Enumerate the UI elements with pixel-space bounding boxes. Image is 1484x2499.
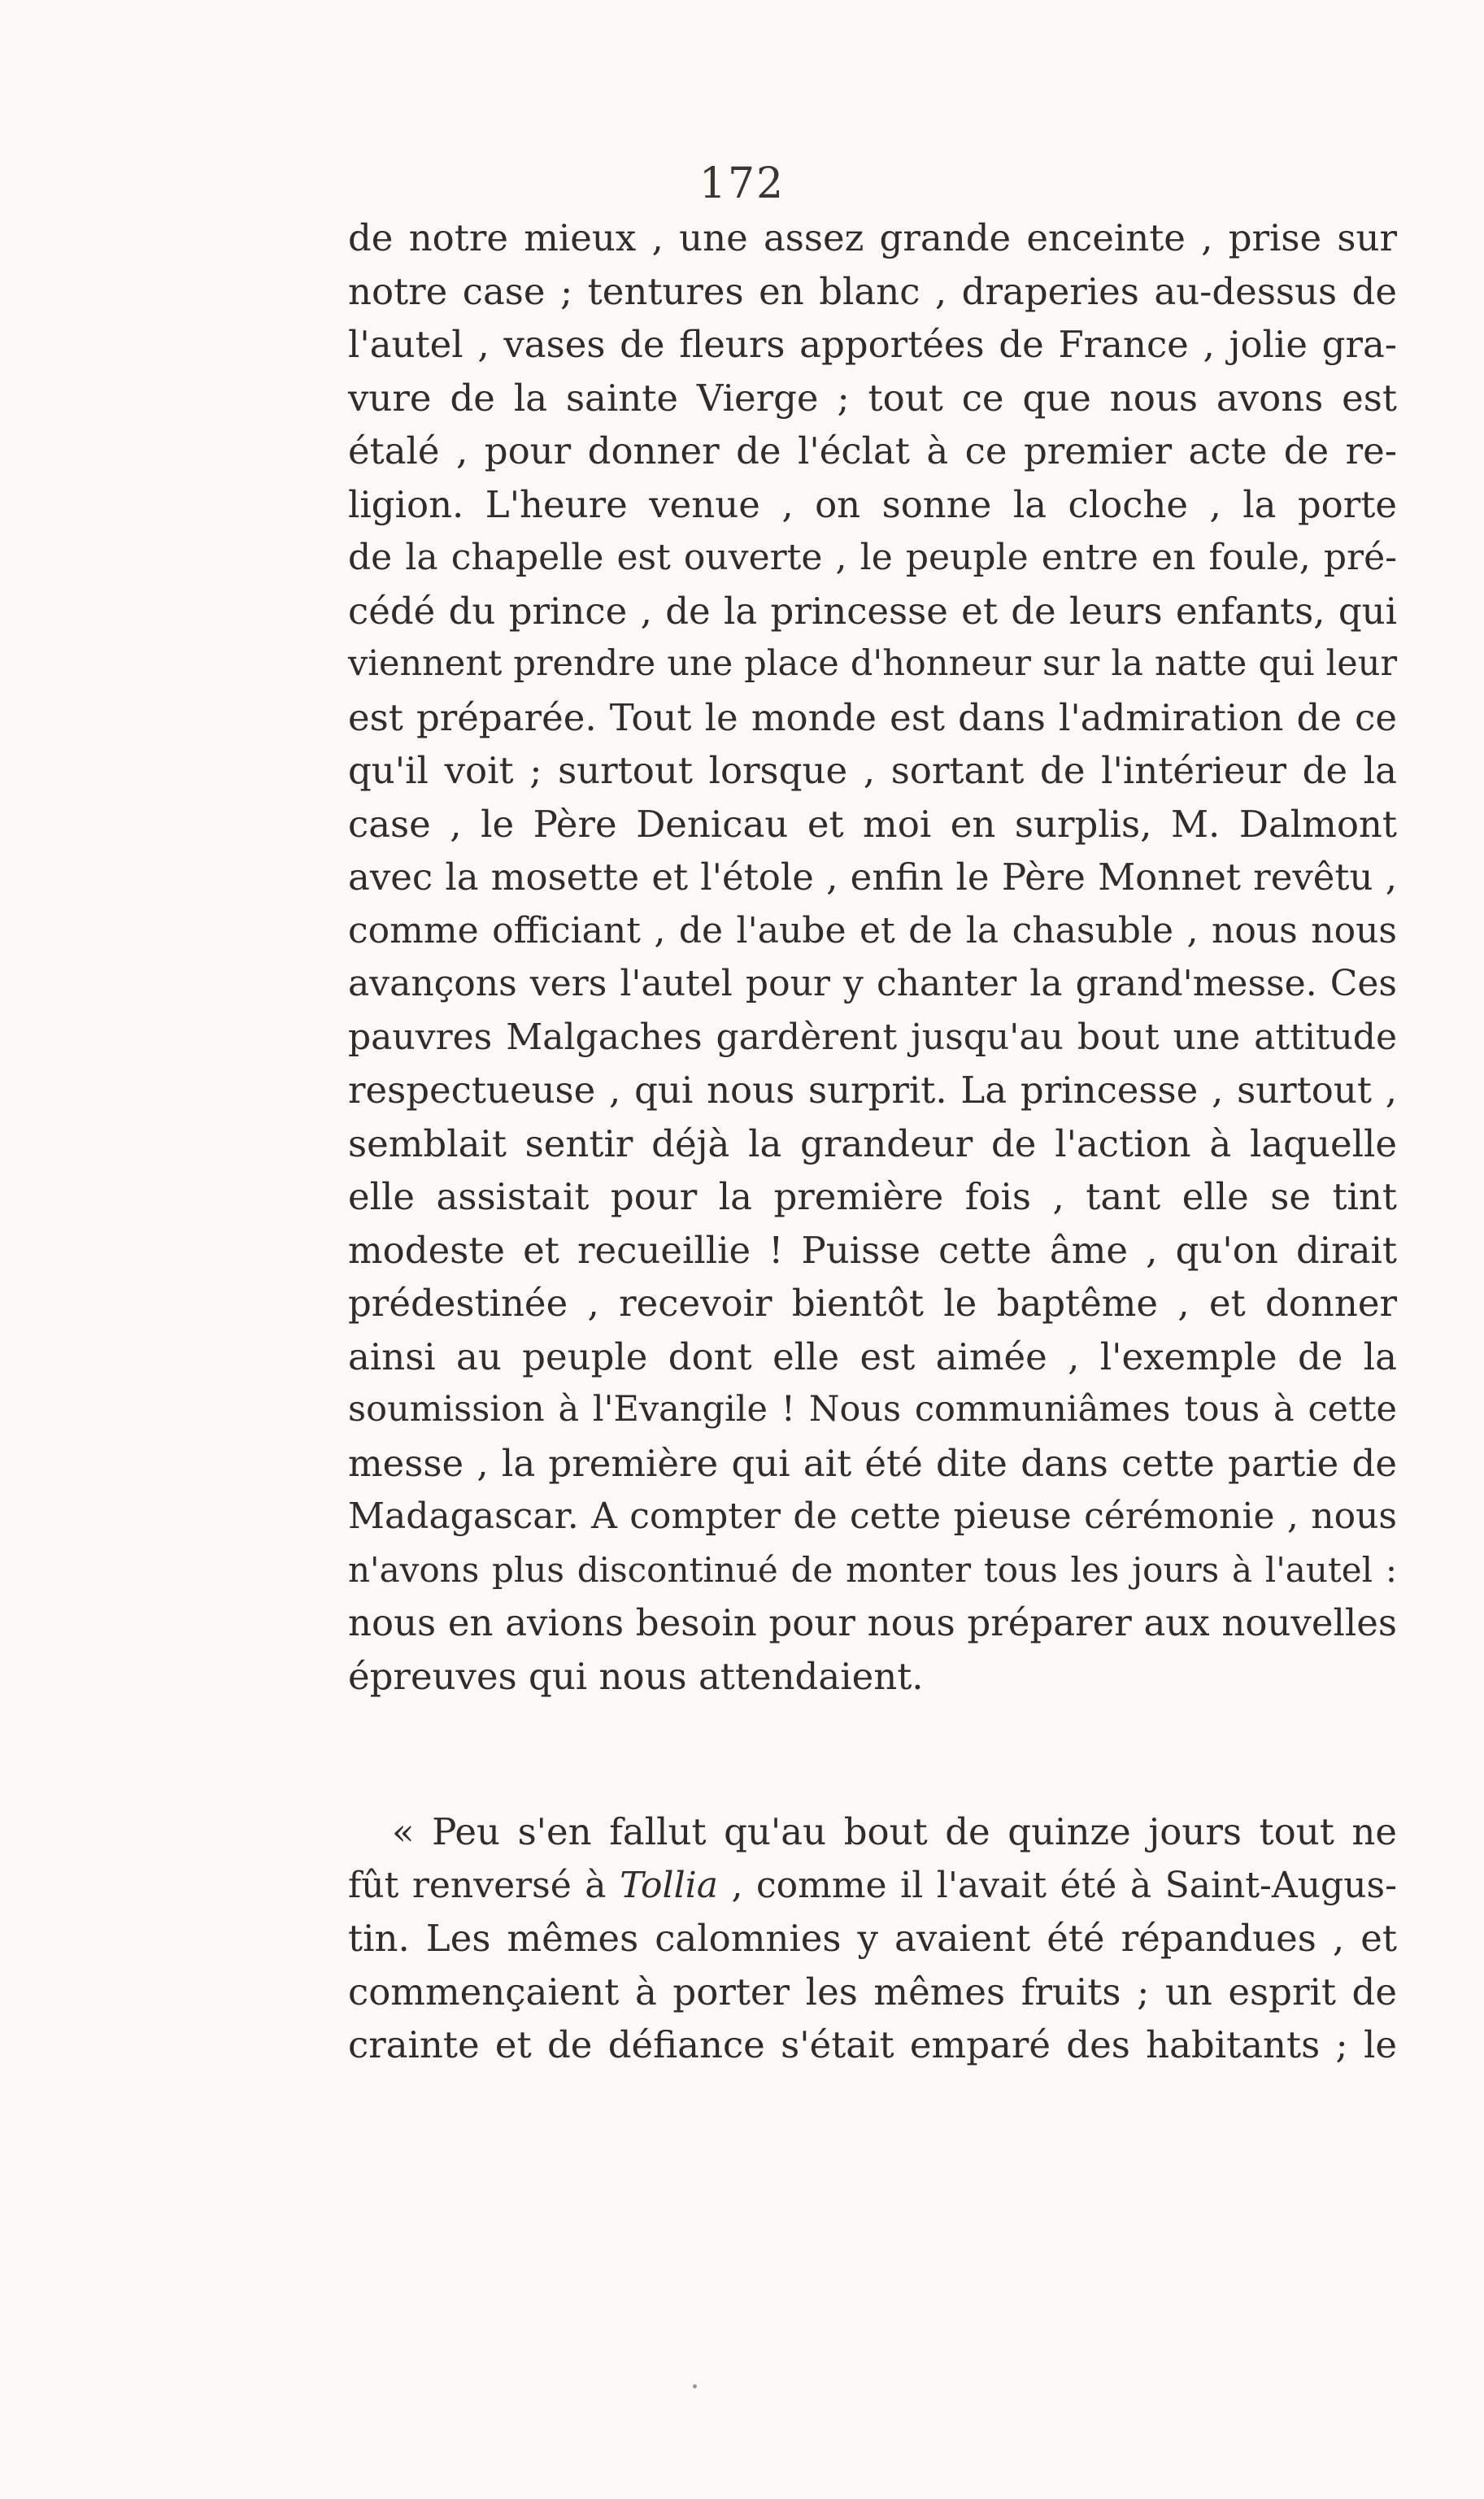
text-line: semblait sentir déjà la grandeur de l'action à laquelle bbox=[348, 1121, 1397, 1165]
ink-speck bbox=[693, 2384, 697, 2388]
text-line: qu'il voit ; surtout lorsque , sortant de l'intérieur de la bbox=[348, 749, 1397, 792]
text-line: l'autel , vases de fleurs apportées de France , jolie gra- bbox=[348, 323, 1397, 366]
text-line: tin. Les mêmes calomnies y avaient été répandues , et bbox=[348, 1917, 1397, 1960]
paragraph-1 bbox=[348, 211, 1397, 1703]
paragraph-2 bbox=[348, 1805, 1397, 2072]
text-line: commençaient à porter les mêmes fruits ; un esprit de bbox=[348, 1970, 1397, 2014]
text-line: ligion. L'heure venue , on sonne la cloche , la porte bbox=[348, 482, 1397, 526]
text-line: modeste et recueillie ! Puisse cette âme , qu'on dirait bbox=[348, 1228, 1397, 1272]
text-line: n'avons plus discontinué de monter tous les jours à l'autel : bbox=[348, 1549, 1397, 1590]
text-line: notre case ; tentures en blanc , draperies au-dessus de bbox=[348, 269, 1397, 313]
text-line: ainsi au peuple dont elle est aimée , l'exemple de la bbox=[348, 1334, 1397, 1378]
text-line: de notre mieux , une assez grande enceinte , prise sur bbox=[348, 216, 1397, 259]
text-line: respectueuse , qui nous surprit. La princesse , surtout , bbox=[348, 1069, 1397, 1112]
text-line: étalé , pour donner de l'éclat à ce premier acte de re- bbox=[348, 429, 1397, 472]
text-line: vure de la sainte Vierge ; tout ce que nous avons est bbox=[348, 376, 1397, 420]
text-segment: fût renversé à bbox=[348, 1864, 620, 1906]
text-line: « Peu s'en fallut qu'au bout de quinze jours tout ne bbox=[392, 1810, 1397, 1853]
text-segment: , comme il l'avait été à Saint-Augus- bbox=[717, 1864, 1397, 1906]
text-line: nous en avions besoin pour nous préparer aux nouvelles bbox=[348, 1601, 1397, 1644]
text-line: case , le Père Denicau et moi en surplis, M. Dalmont bbox=[348, 802, 1397, 846]
place-name-italic: Tollia bbox=[620, 1864, 718, 1906]
text-line: viennent prendre une place d'honneur sur la natte qui leur bbox=[348, 643, 1397, 684]
text-line bbox=[348, 1859, 1397, 1913]
text-line: de la chapelle est ouverte , le peuple entre en foule, pré- bbox=[348, 537, 1397, 578]
text-line: elle assistait pour la première fois , tant elle se tint bbox=[348, 1175, 1397, 1218]
text-line: soumission à l'Evangile ! Nous communiâmes tous à cette bbox=[348, 1389, 1397, 1430]
text-line: avançons vers l'autel pour y chanter la grand'messe. Ces bbox=[348, 963, 1397, 1004]
text-line: comme officiant , de l'aube et de la chasuble , nous nous bbox=[348, 909, 1397, 951]
text-line: cédé du prince , de la princesse et de leurs enfants, qui bbox=[348, 589, 1397, 633]
text-line: Madagascar. A compter de cette pieuse cérémonie , nous bbox=[348, 1495, 1397, 1537]
text-line: pauvres Malgaches gardèrent jusqu'au bout une attitude bbox=[348, 1016, 1397, 1058]
text-line: messe , la première qui ait été dite dans cette partie de bbox=[348, 1441, 1397, 1485]
text-line: est préparée. Tout le monde est dans l'admiration de ce bbox=[348, 695, 1397, 739]
text-line: prédestinée , recevoir bientôt le baptême , et donner bbox=[348, 1282, 1397, 1325]
text-line: avec la mosette et l'étole , enfin le Père Monnet revêtu , bbox=[348, 855, 1397, 899]
text-line: crainte et de défiance s'était emparé des habitants ; le bbox=[348, 2023, 1397, 2066]
text-line: épreuves qui nous attendaient. bbox=[348, 1654, 924, 1698]
page-number: 172 bbox=[698, 159, 786, 208]
